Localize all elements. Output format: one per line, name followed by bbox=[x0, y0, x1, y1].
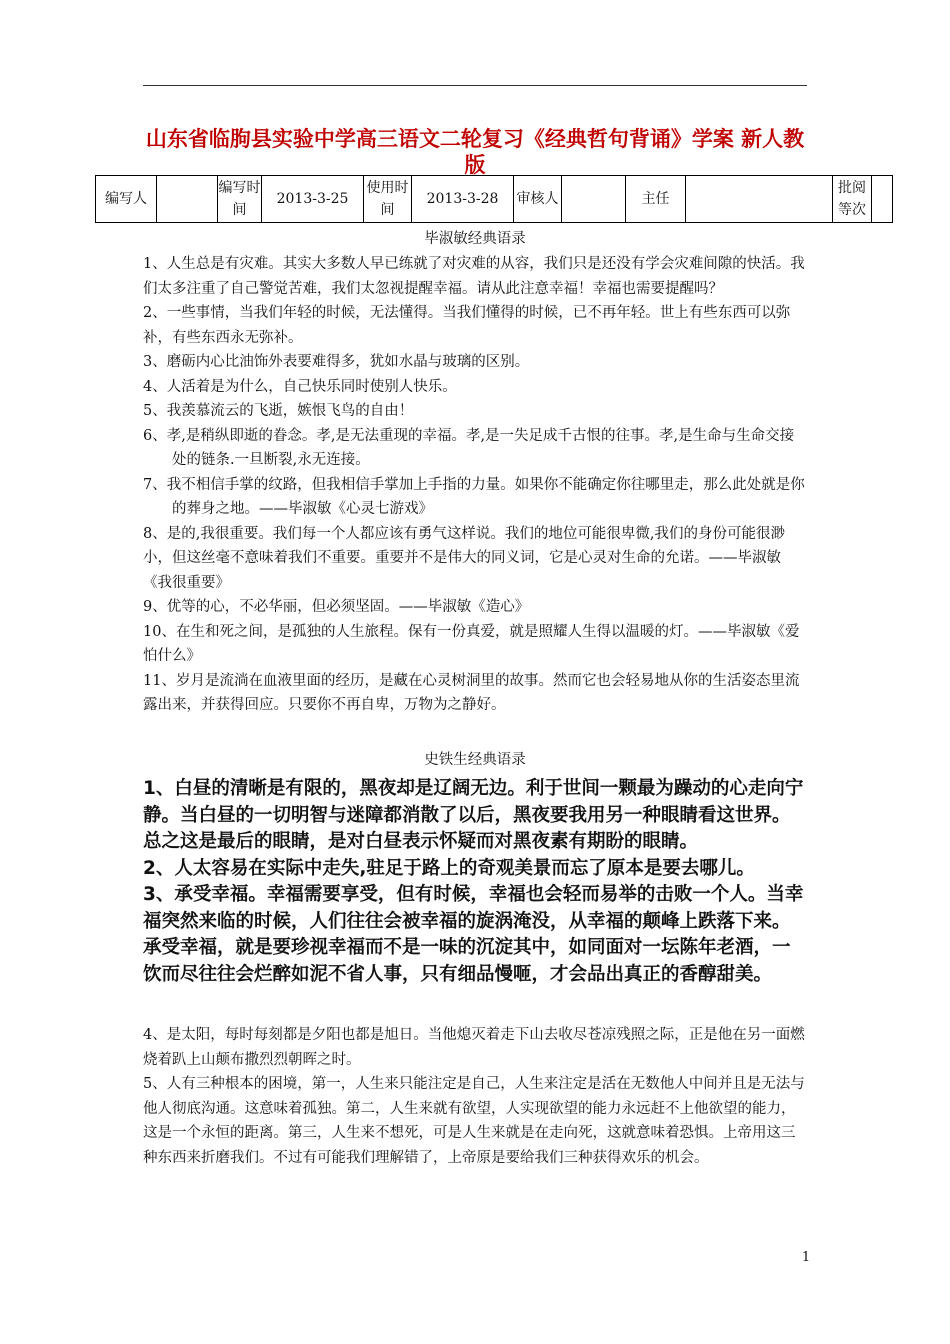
table-cell: 主任 bbox=[626, 176, 686, 223]
quote-paragraph: 4、人活着是为什么，自己快乐同时使别人快乐。 bbox=[143, 378, 457, 395]
table-cell bbox=[562, 176, 626, 223]
table-cell: 使用时间 bbox=[364, 176, 412, 223]
quote-paragraph: 8、是的,我很重要。我们每一个人都应该有勇气这样说。我们的地位可能很卑微,我们的身份可能很渺小，但这丝毫不意味着我们不重要。重要并不是伟大的同义词，它是心灵对生命的允诺。——毕淑敏《我很重要》 bbox=[143, 525, 785, 591]
table-cell: 2013-3-28 bbox=[412, 176, 514, 223]
quote-paragraph: 6、孝,是稍纵即逝的眷念。孝,是无法重现的幸福。孝,是一失足成千古恨的往事。孝,是生命与生命交接处的链条.一旦断裂,永无连接。 bbox=[143, 427, 795, 468]
header-rule bbox=[143, 85, 807, 86]
table-cell bbox=[157, 176, 218, 223]
section-body-bi-shumin bbox=[143, 252, 807, 718]
page-number: 1 bbox=[801, 1250, 811, 1265]
quote-paragraph: 4、是太阳，每时每刻都是夕阳也都是旭日。当他熄灭着走下山去收尽苍凉残照之际，正是他在另一面燃烧着趴上山颠布撒烈烈朝晖之时。 bbox=[143, 1027, 805, 1068]
bold-quote-paragraph: 3、承受幸福。幸福需要享受，但有时候，幸福也会轻而易举的击败一个人。当幸福突然来临的时候，人们往往会被幸福的旋涡淹没，从幸福的颠峰上跌落下来。承受幸福，就是要珍视幸福而不是一味的沉淀其中，如同面对一坛陈年老酒，一饮而尽往往会烂醉如泥不省人事，只有细品慢咂，才会品出真正的香醇甜美。 bbox=[143, 884, 804, 985]
quote-paragraph: 2、一些事情，当我们年轻的时候，无法懂得。当我们懂得的时候，已不再年轻。世上有些东西可以弥补，有些东西永无弥补。 bbox=[143, 305, 791, 346]
quote-paragraph: 7、我不相信手掌的纹路，但我相信手掌加上手指的力量。如果你不能确定你往哪里走，那么此处就是你的葬身之地。——毕淑敏《心灵七游戏》 bbox=[143, 476, 805, 517]
quote-paragraph: 9、优等的心，不必华丽，但必须坚固。——毕淑敏《造心》 bbox=[143, 599, 530, 615]
table-cell: 审核人 bbox=[514, 176, 562, 223]
quote-paragraph: 11、岁月是流淌在血液里面的经历，是藏在心灵树洞里的故事。然而它也会轻易地从你的生活姿态里流露出来，并获得回应。只要你不再自卑，万物为之静好。 bbox=[143, 672, 800, 713]
table-row bbox=[96, 176, 893, 223]
quote-paragraph: 5、我羡慕流云的飞逝，嫉恨飞鸟的自由！ bbox=[143, 403, 414, 419]
section-heading-shi-tiesheng: 史铁生经典语录 bbox=[424, 752, 526, 768]
document-title: 山东省临朐县实验中学高三语文二轮复习《经典哲句背诵》学案 新人教版 bbox=[145, 127, 805, 177]
quote-paragraph: 1、人生总是有灾难。其实大多数人早已练就了对灾难的从容，我们只是还没有学会灾难间隙的快活。我们太多注重了自己警觉苦难，我们太忽视提醒幸福。请从此注意幸福！幸福也需要提醒吗？ bbox=[143, 256, 805, 297]
quote-paragraph: 3、磨砺内心比油饰外表要难得多，犹如水晶与玻璃的区别。 bbox=[143, 354, 530, 370]
quote-paragraph: 5、人有三种根本的困境，第一，人生来只能注定是自己，人生来注定是活在无数他人中间并且是无法与他人彻底沟通。这意味着孤独。第二，人生来就有欲望，人实现欲望的能力永远赶不上他欲望的能力，这是一个永恒的距离。第三，人生来不想死，可是人生来就是在走向死，这就意味着恐惧。上帝用这三种东西来折磨我们。不过有可能我们理解错了，上帝原是要给我们三种获得欢乐的机会。 bbox=[143, 1076, 805, 1166]
bold-quote-paragraph: 2、人太容易在实际中走失,驻足于路上的奇观美景而忘了原本是要去哪儿。 bbox=[143, 857, 755, 879]
bold-quote-paragraph: 1、白昼的清晰是有限的，黑夜却是辽阔无边。利于世间一颗最为躁动的心走向宁静。当白昼的一切明智与迷障都消散了以后，黑夜要我用另一种眼睛看这世界。总之这是最后的眼睛，是对白昼表示怀疑而对黑夜素有期盼的眼睛。 bbox=[143, 778, 804, 852]
section-heading-bi-shumin: 毕淑敏经典语录 bbox=[424, 231, 526, 247]
table-cell bbox=[686, 176, 833, 223]
section-body-shi-tiesheng bbox=[143, 1023, 807, 1170]
table-cell bbox=[872, 176, 893, 223]
table-cell: 批阅等次 bbox=[833, 176, 872, 223]
table-cell: 编写时间 bbox=[218, 176, 262, 223]
info-table bbox=[95, 175, 893, 223]
table-cell: 2013-3-25 bbox=[262, 176, 364, 223]
section-bold-quotes bbox=[143, 776, 807, 988]
quote-paragraph: 10、在生和死之间，是孤独的人生旅程。保有一份真爱，就是照耀人生得以温暖的灯。——毕淑敏《爱怕什么》 bbox=[143, 623, 800, 664]
table-cell: 编写人 bbox=[96, 176, 157, 223]
